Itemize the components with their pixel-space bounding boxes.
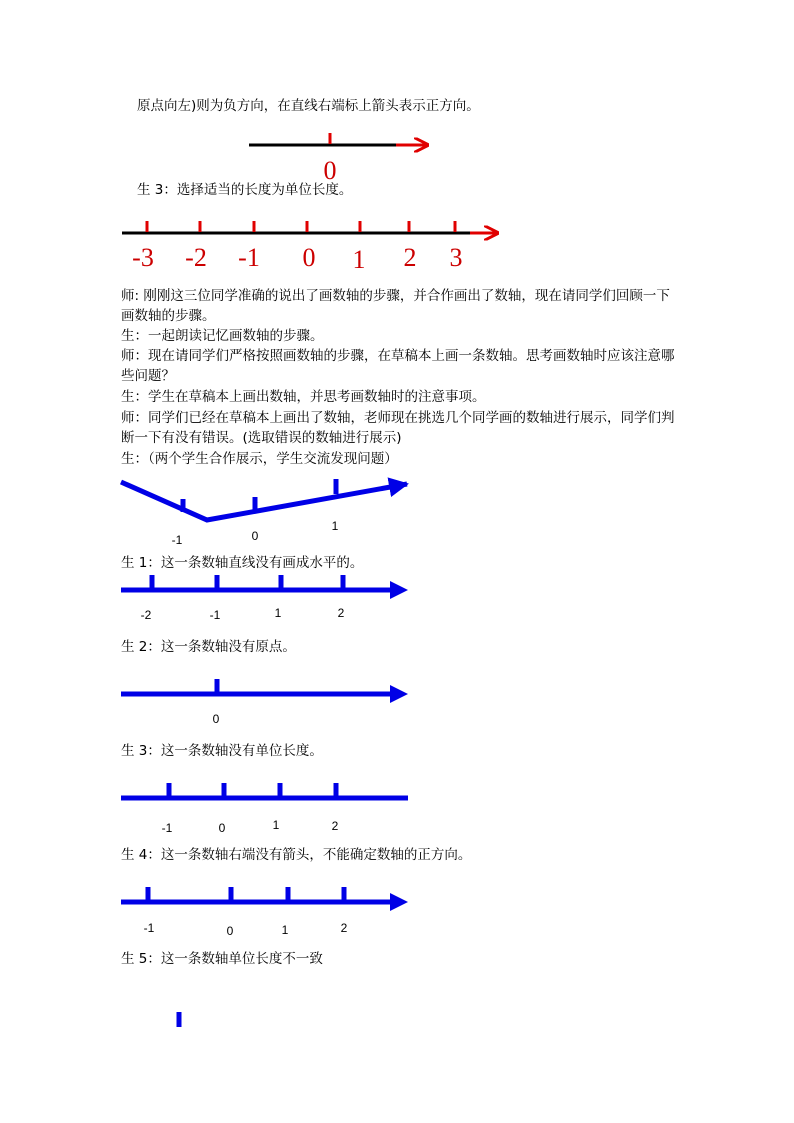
text-student3-unit-length: 生 3：选择适当的长度为单位长度。 [137,182,353,198]
blue-axis-origin-only [121,679,408,726]
label-0: 0 [218,821,226,835]
label-2: 2 [340,921,348,935]
text-teacher-show: 师：同学们已经在草稿本上画出了数轴，老师现在挑选几个同学画的数轴进行展示，同学们判断一下有没有错误。(选取错误的数轴进行展示) [121,410,675,446]
red-axis-full [122,221,496,274]
label-0: 0 [212,712,220,726]
text-teacher-review: 师: 刚刚这三位同学准确的说出了画数轴的步骤，并合作画出了数轴，现在请同学们回顾一下画数轴的步骤。 [121,288,670,324]
text-student4-no-arrow: 生 4：这一条数轴右端没有箭头，不能确定数轴的正方向。 [121,847,472,863]
label-1: 1 [331,519,339,533]
label-2: 2 [331,819,339,833]
label-1: 1 [272,818,280,832]
label-0: 0 [226,924,234,938]
label--1: -1 [143,921,155,935]
label-0: 0 [323,156,337,185]
red-axis-origin [249,133,426,185]
blue-axis-no-arrow [121,783,408,835]
arrow-icon [390,685,408,703]
label--1: -1 [171,533,183,547]
label-2: 2 [403,243,417,272]
blue-axis-bent [121,479,407,547]
arrow-icon [390,581,408,599]
axis-line [121,482,407,520]
label-0: 0 [251,529,259,543]
label-1: 1 [274,606,282,620]
text-line-negative-direction: 原点向左)则为负方向，在直线右端标上箭头表示正方向。 [137,98,480,114]
text-teacher-draw: 师：现在请同学们严格按照画数轴的步骤，在草稿本上画一条数轴。思考画数轴时应该注意哪些问题？ [121,348,675,384]
text-students-read: 生：一起朗读记忆画数轴的步骤。 [121,328,324,344]
text-students-present: 生：（两个学生合作展示，学生交流发现问题） [121,451,398,467]
label--2: -2 [185,243,207,272]
label--1: -1 [161,821,173,835]
text-student2-no-origin: 生 2：这一条数轴没有原点。 [121,639,296,655]
label-1: 1 [281,923,289,937]
label-3: 3 [449,243,463,272]
label--1: -1 [238,243,260,272]
text-student1-not-horizontal: 生 1：这一条数轴直线没有画成水平的。 [121,555,364,571]
arrow-icon [390,893,408,911]
label--2: -2 [140,608,152,622]
text-student5-uneven: 生 5：这一条数轴单位长度不一致 [121,951,323,967]
text-students-draw: 生：学生在草稿本上画出数轴，并思考画数轴时的注意事项。 [121,389,486,405]
blue-axis-no-origin [121,575,408,622]
label-1: 1 [352,245,366,274]
blue-axis-uneven [121,887,408,938]
label--3: -3 [132,243,154,272]
label-2: 2 [337,606,345,620]
label-0: 0 [302,243,316,272]
text-student3-no-unit: 生 3：这一条数轴没有单位长度。 [121,743,323,759]
label--1: -1 [209,608,221,622]
